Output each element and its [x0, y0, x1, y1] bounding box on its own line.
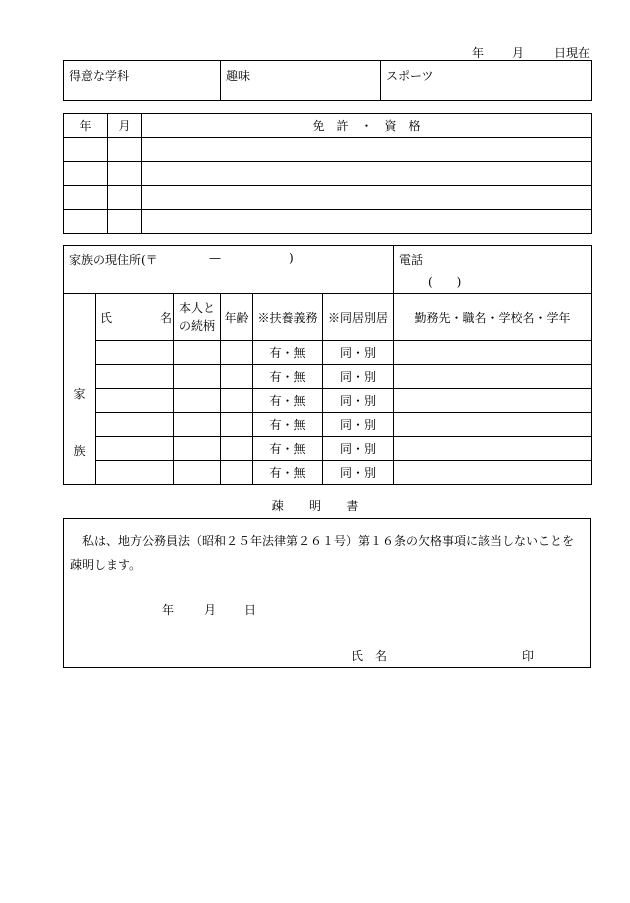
family-relation-cell[interactable] [174, 461, 221, 485]
declaration-box [63, 518, 591, 668]
family-name-cell[interactable] [96, 461, 174, 485]
family-dependent-cell[interactable]: 有・無 [253, 365, 323, 389]
family-address-cell[interactable] [64, 246, 394, 294]
license-table [63, 113, 592, 234]
family-workplace-cell[interactable] [394, 413, 592, 437]
license-row [64, 138, 592, 162]
phone-area-parens: ( ) [428, 275, 462, 289]
family-dependent-header: ※扶養義務 [253, 294, 323, 341]
family-relation-cell[interactable] [174, 413, 221, 437]
family-row [64, 437, 592, 461]
family-name-cell[interactable] [96, 413, 174, 437]
family-dependent-cell[interactable]: 有・無 [253, 389, 323, 413]
family-side-label-1: 家 [73, 387, 86, 401]
family-relation-header: 本人との続柄 [174, 294, 221, 341]
family-name-cell[interactable] [96, 389, 174, 413]
family-age-cell[interactable] [221, 365, 253, 389]
license-month-cell[interactable] [108, 210, 142, 234]
family-row [64, 389, 592, 413]
license-year-cell[interactable] [64, 138, 108, 162]
sports-label: スポーツ [386, 69, 434, 83]
license-month-cell[interactable] [108, 162, 142, 186]
family-relation-cell[interactable] [174, 365, 221, 389]
family-workplace-cell[interactable] [394, 341, 592, 365]
family-relation-cell[interactable] [174, 437, 221, 461]
family-address-label: 家族の現住所(〒 [69, 253, 158, 267]
family-relation-cell[interactable] [174, 341, 221, 365]
family-name-cell[interactable] [96, 437, 174, 461]
family-dependent-cell[interactable]: 有・無 [253, 341, 323, 365]
family-cohabit-cell[interactable]: 同・別 [323, 365, 394, 389]
family-name-header: 氏 名 [96, 294, 174, 341]
declaration-date-month: 月 [204, 603, 217, 617]
declaration-text: 私は、地方公務員法（昭和２５年法律第２６１号）第１６条の欠格事項に該当しないことを疎明します。 [70, 534, 575, 572]
family-row [64, 413, 592, 437]
family-table [63, 245, 592, 485]
family-cohabit-cell[interactable]: 同・別 [323, 461, 394, 485]
family-name-cell[interactable] [96, 365, 174, 389]
phone-label: 電話 [399, 253, 424, 267]
declaration-name-label: 氏 名 [351, 649, 388, 663]
family-age-cell[interactable] [221, 341, 253, 365]
license-month-cell[interactable] [108, 138, 142, 162]
family-age-header: 年齢 [221, 294, 253, 341]
license-content-cell[interactable] [142, 162, 592, 186]
license-row [64, 186, 592, 210]
favorite-subject-label: 得意な学科 [69, 69, 130, 83]
family-phone-cell[interactable] [394, 246, 592, 294]
family-age-cell[interactable] [221, 461, 253, 485]
family-dependent-cell[interactable]: 有・無 [253, 413, 323, 437]
license-month-header: 月 [108, 114, 142, 138]
license-content-cell[interactable] [142, 186, 592, 210]
family-cohabit-cell[interactable]: 同・別 [323, 389, 394, 413]
family-row [64, 461, 592, 485]
family-cohabit-cell[interactable]: 同・別 [323, 341, 394, 365]
date-month-label: 月 [512, 46, 525, 60]
family-workplace-header: 勤務先・職名・学校名・学年 [394, 294, 592, 341]
license-year-cell[interactable] [64, 162, 108, 186]
license-year-cell[interactable] [64, 210, 108, 234]
family-name-cell[interactable] [96, 341, 174, 365]
family-age-cell[interactable] [221, 413, 253, 437]
sports-cell[interactable] [381, 61, 592, 101]
license-title-header: 免 許 ・ 資 格 [142, 114, 592, 138]
family-cohabit-header: ※同居別居 [323, 294, 394, 341]
family-relation-cell[interactable] [174, 389, 221, 413]
declaration-title: 疎 明 書 [271, 499, 370, 513]
license-row [64, 210, 592, 234]
license-month-cell[interactable] [108, 186, 142, 210]
favorite-subject-cell[interactable] [64, 61, 221, 101]
family-dependent-cell[interactable]: 有・無 [253, 437, 323, 461]
hobby-cell[interactable] [221, 61, 381, 101]
family-row [64, 341, 592, 365]
family-age-cell[interactable] [221, 437, 253, 461]
license-year-cell[interactable] [64, 186, 108, 210]
seal-mark: 印 [522, 649, 535, 663]
declaration-date-year: 年 [162, 603, 175, 617]
family-workplace-cell[interactable] [394, 437, 592, 461]
license-row [64, 162, 592, 186]
family-workplace-cell[interactable] [394, 389, 592, 413]
family-dependent-cell[interactable]: 有・無 [253, 461, 323, 485]
hobby-label: 趣味 [226, 69, 251, 83]
skills-table [63, 60, 592, 101]
address-close-paren: ) [289, 251, 294, 265]
family-side-label [64, 294, 96, 485]
family-cohabit-cell[interactable]: 同・別 [323, 413, 394, 437]
declaration-date-day: 日 [244, 603, 257, 617]
family-side-label-2: 族 [73, 444, 86, 458]
date-day-current-label: 日現在 [554, 46, 591, 60]
date-year-label: 年 [472, 46, 485, 60]
license-content-cell[interactable] [142, 138, 592, 162]
postal-dash: — [209, 251, 221, 265]
family-cohabit-cell[interactable]: 同・別 [323, 437, 394, 461]
license-year-header: 年 [64, 114, 108, 138]
license-content-cell[interactable] [142, 210, 592, 234]
family-workplace-cell[interactable] [394, 461, 592, 485]
family-age-cell[interactable] [221, 389, 253, 413]
family-workplace-cell[interactable] [394, 365, 592, 389]
family-row [64, 365, 592, 389]
